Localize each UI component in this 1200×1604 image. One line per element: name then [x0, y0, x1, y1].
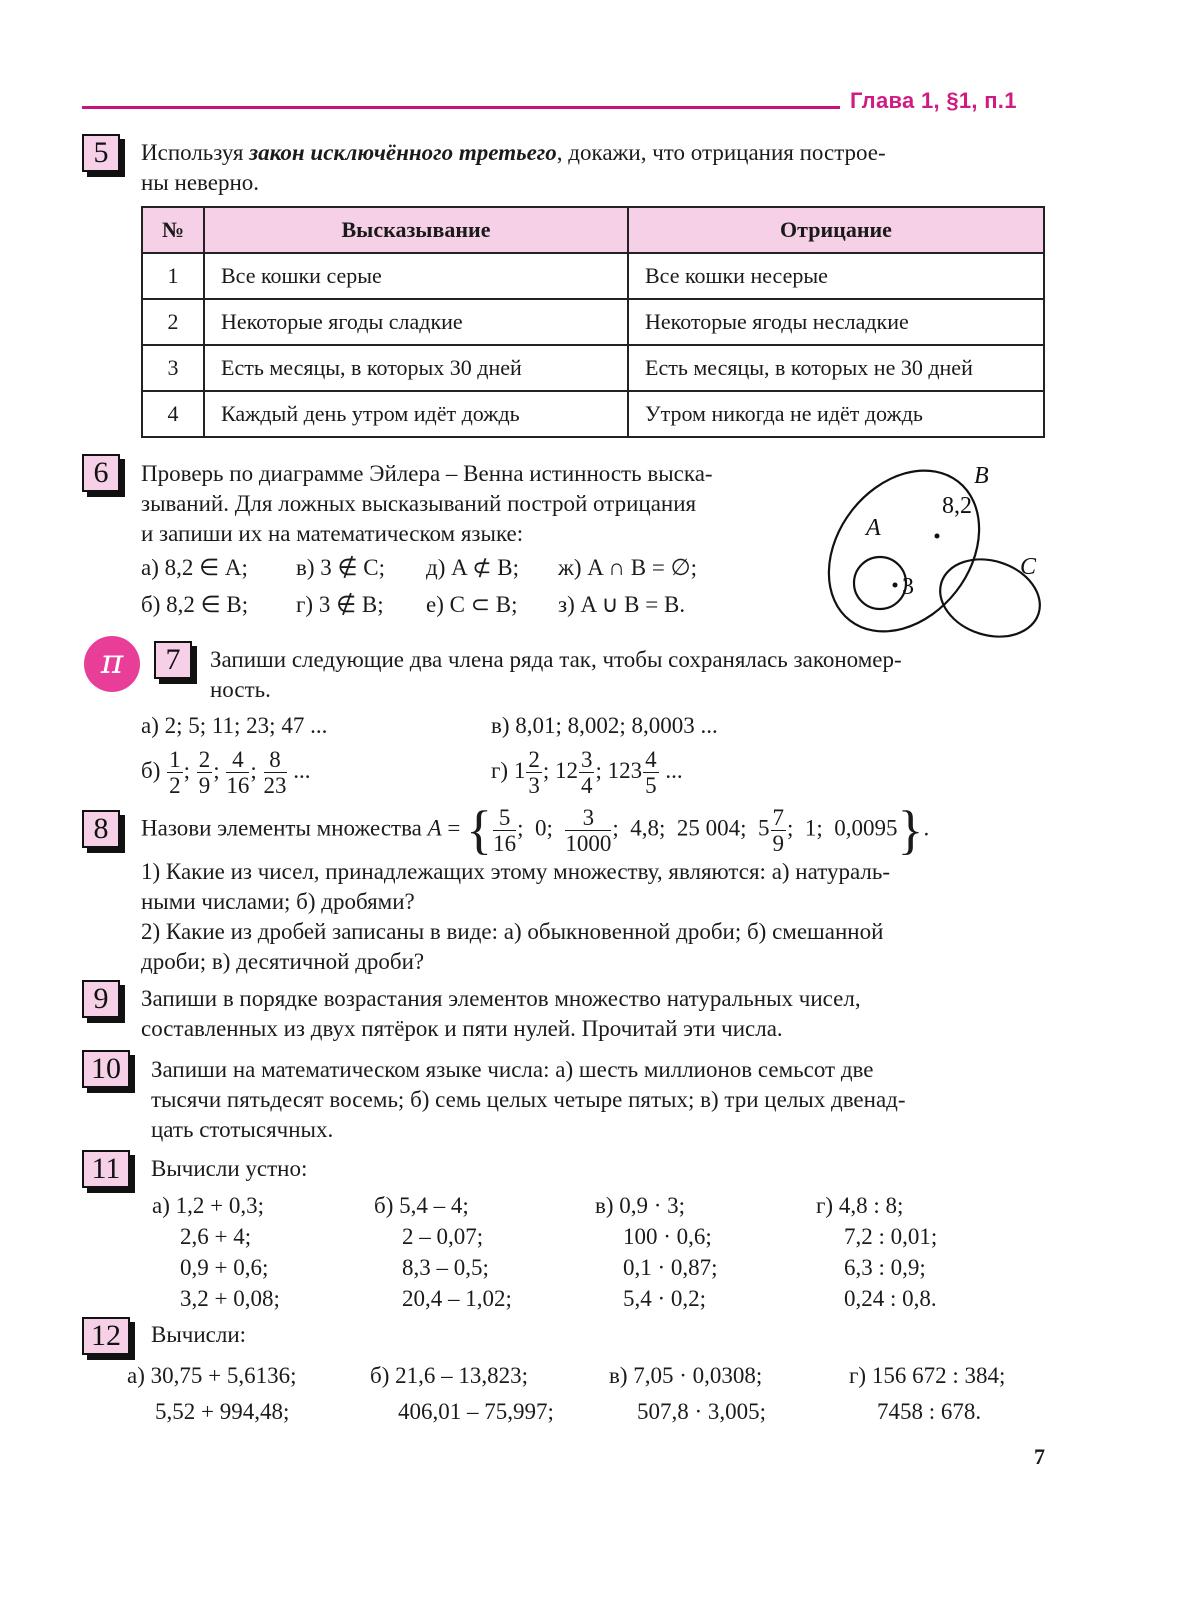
label-a: A [866, 515, 881, 541]
task-11-column-b [374, 1190, 512, 1314]
numerator: 4 [645, 747, 657, 772]
numerator: 7 [772, 804, 785, 830]
fraction [771, 806, 787, 855]
task-number-10: 10 [82, 1050, 130, 1088]
task-7-item-a: а) 2; 5; 11; 23; 47 ... [141, 713, 328, 738]
denominator: 9 [772, 830, 785, 856]
expression: 3,2 + 0,08; [180, 1286, 280, 1311]
expression: 6,3 : 0,9; [844, 1255, 926, 1280]
task-11-title: Вычисли устно: [151, 1156, 308, 1181]
expression: 507,8 · 3,005; [637, 1399, 767, 1424]
task-7-item-b-label: б) [141, 757, 161, 783]
task-7-line-2: ность. [210, 677, 271, 702]
expression: г) 4,8 : 8; [816, 1193, 904, 1218]
cell-statement: Все кошки серые [204, 253, 628, 299]
task-12-column-v [609, 1358, 766, 1430]
denominator: 1000 [565, 830, 612, 856]
table-row [142, 299, 1044, 345]
numerator: 2 [198, 747, 211, 772]
fraction [264, 748, 287, 797]
col-header-statement: Высказывание [204, 207, 628, 253]
expression: 20,4 – 1,02; [402, 1286, 512, 1311]
cell-negation: Есть месяцы, в которых не 30 дней [628, 345, 1044, 391]
expression: 0,1 · 0,87; [623, 1255, 718, 1280]
cell-negation: Некоторые ягоды несладкие [628, 299, 1044, 345]
expression: 406,01 – 75,997; [398, 1399, 554, 1424]
expression: 100 · 0,6; [623, 1224, 712, 1249]
fraction [579, 748, 595, 797]
left-brace-icon: { [466, 800, 493, 860]
expression: 0,24 : 0,8. [844, 1286, 937, 1311]
expression: 2,6 + 4; [180, 1224, 252, 1249]
task-11-column-v [595, 1190, 718, 1314]
task-7-item-g-label: г) [491, 757, 509, 783]
fraction [493, 806, 516, 855]
fraction [197, 748, 213, 797]
task-6-item: з) A ∪ B = B. [558, 592, 686, 617]
task-number-8: 8 [82, 810, 120, 848]
set-element: 0,0095 [834, 815, 898, 841]
task-8-q2-line-1: 2) Какие из дробей записаны в виде: а) обыкновенной дроби; б) смешанной [141, 919, 884, 944]
task-12-column-a [127, 1358, 296, 1430]
cell-number: 1 [142, 253, 204, 299]
task-9-line-1: Запиши в порядке возрастания элементов множество натуральных чисел, [141, 986, 861, 1011]
task-12-title: Вычисли: [151, 1322, 247, 1347]
numerator: 1 [169, 747, 181, 772]
cell-statement: Есть месяцы, в которых 30 дней [204, 345, 628, 391]
chapter-title: Глава 1, §1, п.1 [850, 88, 1017, 113]
task-5-text [141, 138, 1051, 198]
venn-diagram [810, 450, 1070, 640]
point-8-2-dot [935, 534, 940, 539]
fraction [526, 748, 542, 797]
expression: 0,9 + 0,6; [180, 1255, 269, 1280]
expression: 7458 : 678. [877, 1399, 982, 1424]
task-6-item: г) 3 ∉ B; [296, 592, 384, 617]
denominator: 16 [226, 773, 250, 798]
whole-part: 12 [554, 757, 578, 783]
task-6-text [141, 459, 821, 549]
denominator: 5 [645, 773, 657, 798]
task-10-line-2: тысячи пятьдесят восемь; б) семь целых четыре пятых; в) три целых двенад- [151, 1087, 906, 1112]
numerator: 4 [226, 748, 249, 773]
task-6-line-1: Проверь по диаграмме Эйлера – Венна истинность выска- [141, 461, 713, 486]
table-header-row [142, 207, 1044, 253]
task-number-9: 9 [82, 980, 120, 1018]
fraction [226, 748, 249, 797]
task-number-12: 12 [82, 1317, 130, 1355]
task-7-item-v: в) 8,01; 8,002; 8,0003 ... [491, 713, 718, 738]
task-6-line-2: зываний. Для ложных высказываний построй отрицания [141, 491, 697, 516]
task-6-item: д) A ⊄ B; [426, 555, 519, 580]
denominator: 16 [493, 830, 517, 856]
denominator: 9 [198, 773, 211, 798]
task-9-text [141, 984, 1051, 1044]
expression: 5,52 + 994,48; [155, 1399, 290, 1424]
task-8-q1-line-2: ными числами; б) дробями? [141, 889, 415, 914]
task-11-column-a [152, 1190, 280, 1314]
task-10-line-3: цать стотысячных. [151, 1117, 334, 1142]
numerator: 8 [264, 748, 287, 773]
set-element: 25 004 [676, 815, 741, 841]
ellipsis: ... [293, 757, 311, 783]
task-number-7: 7 [154, 641, 192, 679]
numerator: 3 [580, 747, 593, 772]
task-number-11: 11 [82, 1150, 130, 1188]
cell-number: 2 [142, 299, 204, 345]
denominator: 4 [580, 773, 593, 798]
task-10-text [151, 1055, 1051, 1145]
task-8-q2-line-2: дроби; в) десятичной дроби? [141, 949, 425, 974]
expression: 2 – 0,07; [402, 1224, 484, 1249]
task-6-item: в) 3 ∉ C; [296, 555, 386, 580]
cell-negation: Все кошки несерые [628, 253, 1044, 299]
task-6-items-row-1 [141, 555, 697, 581]
task-6-item: ж) A ∩ B = ∅; [558, 555, 697, 580]
label-c: C [1020, 554, 1037, 580]
task-6-item: б) 8,2 ∈ B; [141, 592, 249, 617]
fraction [643, 748, 659, 797]
header-rule [82, 106, 840, 109]
task-7-item-g: г) 1 $\frac{2}{3}$ ; 12 $\frac{3}{4}$ ; 123 $\frac{4}{5}$ ... [491, 747, 683, 798]
task-11-column-g [816, 1190, 937, 1314]
numerator: 3 [565, 806, 611, 831]
task-8-set-definition: Назови элементы множества A = { $\frac{5}{16}$ ; 0; $\frac{3}{1000}$ ; 4,8; 25 004; 5 $\frac{7}{9}$ ; 1; 0,0095}. [141, 800, 930, 860]
expression: б) 21,6 – 13,823; [370, 1363, 529, 1388]
denominator: 3 [528, 773, 540, 798]
cell-statement: Каждый день утром идёт дождь [204, 391, 628, 437]
task-5-emphasis: закон исключённого третьего [249, 140, 557, 165]
task-12-column-g [849, 1358, 1005, 1430]
task-8-questions [141, 857, 1051, 977]
numerator: 5 [493, 806, 516, 831]
fraction [167, 748, 183, 797]
whole-part: 123 [607, 757, 643, 783]
denominator: 2 [169, 773, 181, 798]
label-b: B [974, 463, 989, 489]
set-element: 1 [804, 815, 817, 841]
fraction [565, 806, 611, 855]
expression: в) 0,9 · 3; [595, 1193, 686, 1218]
task-7-line-1: Запиши следующие два члена ряда так, чтобы сохранялась закономер- [210, 647, 902, 672]
set-name: A [427, 815, 442, 841]
pi-badge-icon: π [84, 636, 140, 692]
task-5-text-after: , докажи, что отрицания построе- [556, 140, 886, 165]
point-3-dot [893, 583, 898, 588]
task-number-6: 6 [82, 454, 120, 492]
expression: б) 5,4 – 4; [374, 1193, 469, 1218]
expression: г) 156 672 : 384; [849, 1363, 1006, 1388]
col-header-number: № [142, 207, 204, 253]
col-header-negation: Отрицание [628, 207, 1044, 253]
task-9-line-2: составленных из двух пятёрок и пяти нулей. Прочитай эти числа. [141, 1016, 783, 1041]
task-6-items-row-2 [141, 592, 685, 618]
task-8-intro: Назови элементы множества [141, 815, 428, 841]
expression: а) 30,75 + 5,6136; [127, 1363, 297, 1388]
table-row [142, 253, 1044, 299]
task-6-item: а) 8,2 ∈ A; [141, 555, 248, 580]
right-brace-icon: } [897, 800, 924, 860]
task-5-text-line2: ны неверно. [141, 170, 260, 195]
denominator: 23 [263, 773, 287, 798]
label-8-2: 8,2 [942, 493, 972, 519]
expression: в) 7,05 · 0,0308; [609, 1363, 763, 1388]
table-row [142, 391, 1044, 437]
table-row [142, 345, 1044, 391]
page-number: 7 [1034, 1444, 1045, 1469]
whole-part: 1 [513, 757, 526, 783]
numerator: 2 [528, 747, 540, 772]
set-element: 0 [534, 815, 547, 841]
expression: а) 1,2 + 0,3; [152, 1193, 264, 1218]
task-6-item: е) C ⊂ B; [426, 592, 518, 617]
task-7-text [210, 645, 1060, 705]
cell-number: 4 [142, 391, 204, 437]
cell-negation: Утром никогда не идёт дождь [628, 391, 1044, 437]
cell-statement: Некоторые ягоды сладкие [204, 299, 628, 345]
expression: 5,4 · 0,2; [623, 1286, 707, 1311]
cell-number: 3 [142, 345, 204, 391]
task-10-line-1: Запиши на математическом языке числа: а) шесть миллионов семьсот две [151, 1057, 874, 1082]
set-element: 4,8 [630, 815, 659, 841]
task-5-text-before: Используя [141, 140, 250, 165]
ellipsis: ... [665, 757, 683, 783]
task-8-q1-line-1: 1) Какие из чисел, принадлежащих этому множеству, являются: а) натураль- [141, 859, 891, 884]
whole-part: 5 [758, 815, 770, 841]
equals-sign: = [441, 815, 467, 841]
task-12-column-b [370, 1358, 554, 1430]
set-a-circle [854, 557, 906, 609]
task-number-5: 5 [82, 134, 120, 172]
negation-table [141, 206, 1045, 438]
expression: 7,2 : 0,01; [844, 1224, 938, 1249]
expression: 8,3 – 0,5; [402, 1255, 489, 1280]
label-3: 3 [902, 574, 914, 600]
task-7-item-b: б) $\frac{1}{2}$ ; $\frac{2}{9}$ ; $\frac{4}{16}$ ; $\frac{8}{23}$ ... [141, 747, 311, 798]
task-6-line-3: и запиши их на математическом языке: [141, 521, 524, 546]
